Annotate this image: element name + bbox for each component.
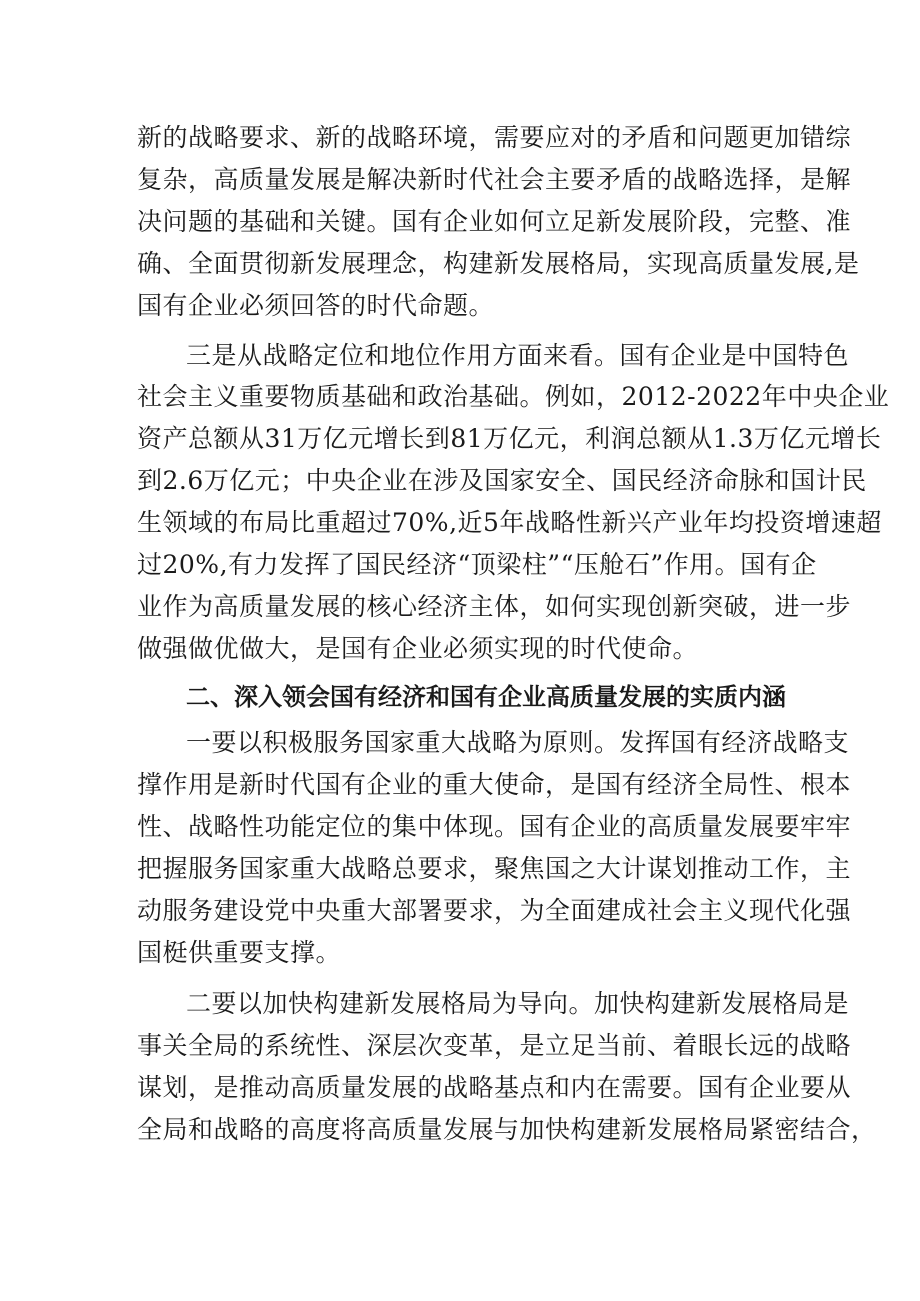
paragraph-3-line-5: 动服务建设党中央重大部署要求，为全面建成社会主义现代化强 — [137, 896, 852, 925]
paragraph-1-line-4: 确、全面贯彻新发展理念，构建新发展格局，实现高质量发展,是 — [137, 249, 860, 278]
paragraph-1-line-3: 决问题的基础和关键。国有企业如何立足新发展阶段，完整、准 — [137, 207, 852, 236]
paragraph-2-line-1: 三是从战略定位和地位作用方面来看。国有企业是中国特色 — [186, 341, 850, 370]
paragraph-2-line-6: 过20%,有力发挥了国民经济“顶梁柱”“压舱石”作用。国有企 — [137, 550, 817, 579]
paragraph-3-line-3: 性、战略性功能定位的集中体现。国有企业的高质量发展要牢牢 — [137, 812, 852, 841]
paragraph-1-line-2: 复杂，高质量发展是解决新时代社会主要矛盾的战略选择，是解 — [137, 165, 852, 194]
paragraph-2-line-3: 资产总额从31万亿元增长到81万亿元，利润总额从1.3万亿元增长 — [137, 424, 882, 453]
paragraph-4-line-3: 谋划，是推动高质量发展的战略基点和内在需要。国有企业要从 — [137, 1073, 852, 1102]
paragraph-4-line-4: 全局和战略的高度将高质量发展与加快构建新发展格局紧密结合， — [137, 1115, 877, 1144]
paragraph-2-line-7: 业作为高质量发展的核心经济主体，如何实现创新突破，进一步 — [137, 592, 852, 621]
paragraph-2-line-8: 做强做优做大，是国有企业必须实现的时代使命。 — [137, 634, 699, 663]
paragraph-4-line-2: 事关全局的系统性、深层次变革，是立足当前、着眼长远的战略 — [137, 1031, 852, 1060]
paragraph-4-line-1: 二要以加快构建新发展格局为导向。加快构建新发展格局是 — [186, 989, 850, 1018]
paragraph-2-line-4: 到2.6万亿元；中央企业在涉及国家安全、国民经济命脉和国计民 — [137, 466, 867, 495]
paragraph-3-line-2: 撑作用是新时代国有企业的重大使命，是国有经济全局性、根本 — [137, 770, 852, 799]
paragraph-3-line-1: 一要以积极服务国家重大战略为原则。发挥国有经济战略支 — [186, 728, 850, 757]
section-heading: 二、深入领会国有经济和国有企业高质量发展的实质内涵 — [186, 683, 786, 711]
paragraph-3-line-4: 把握服务国家重大战略总要求，聚焦国之大计谋划推动工作，主 — [137, 854, 852, 883]
paragraph-3-line-6: 国梃供重要支撑。 — [137, 938, 342, 967]
paragraph-1-line-5: 国有企业必须回答的时代命题。 — [137, 291, 495, 320]
paragraph-2-line-5: 生领域的布局比重超过70%,近5年战略性新兴产业年均投资增速超 — [137, 508, 882, 537]
paragraph-1-line-1: 新的战略要求、新的战略环境，需要应对的矛盾和问题更加错综 — [137, 123, 852, 152]
paragraph-2-line-2: 社会主义重要物质基础和政治基础。例如，2012-2022年中央企业 — [137, 382, 890, 411]
